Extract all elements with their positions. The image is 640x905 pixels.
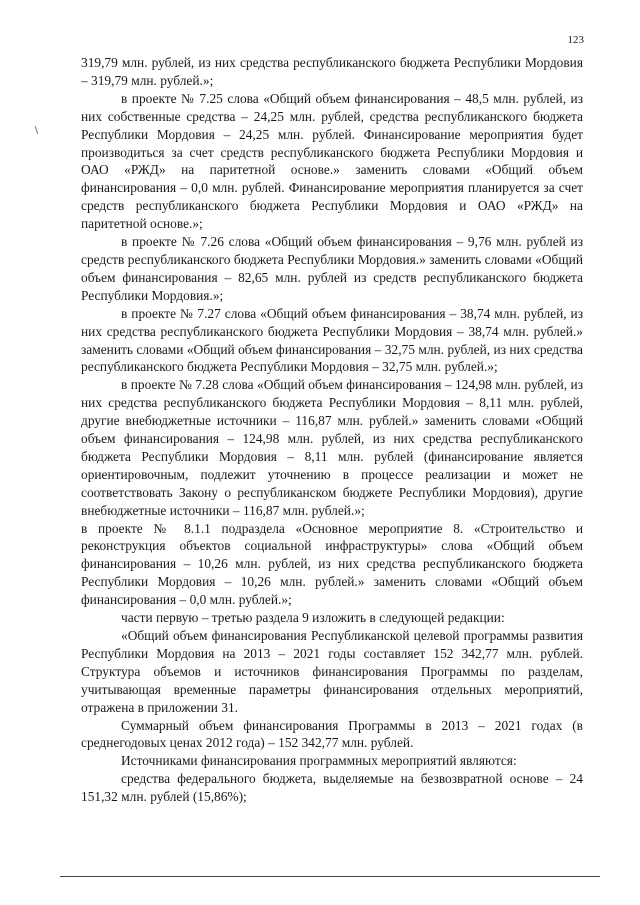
scan-mark: [35, 126, 38, 134]
document-body: [81, 54, 583, 806]
paragraph-7: части первую – третью раздела 9 изложить в следующей редакции:: [121, 610, 505, 626]
page-number: 123: [567, 34, 584, 46]
paragraph-3: в проекте № 7.26 слова «Общий объем финансирования – 9,76 млн. рублей из средств республиканского бюджета Республики Мордовия.» заменить словами «Общий объем финансирования – 82,65 млн. рублей из средств республиканского бюджета Республики Мордовия.»;: [81, 234, 583, 303]
paragraph-6: в проекте № 8.1.1 подраздела «Основное мероприятие 8. «Строительство и реконструкция объектов социальной инфраструктуры» слова «Общий объем финансирования – 10,26 млн. рублей, из них средства республиканского бюджета Республики Мордовия – 10,26 млн. рублей.» заменить словами «Общий объем финансирования – 0,0 млн. рублей.»;: [81, 520, 583, 608]
bottom-divider: [60, 876, 600, 877]
paragraph-8: «Общий объем финансирования Республиканской целевой программы развития Республики Мордовия на 2013 – 2021 годы составляет 152 342,77 млн. рублей. Структура объемов и источников финансирования Программы по разделам, учитывающая временные параметры финансирования отдельных мероприятий, отражена в приложении 31.: [81, 628, 583, 715]
paragraph-1: 319,79 млн. рублей, из них средства республиканского бюджета Республики Мордовия – 319,79 млн. рублей.»;: [81, 55, 583, 88]
paragraph-4: в проекте № 7.27 слова «Общий объем финансирования – 38,74 млн. рублей, из них средства республиканского бюджета Республики Мордовия – 38,74 млн. рублей.» заменить словами «Общий объем финансирования – 32,75 млн. рублей, из них средства республиканского бюджета Республики Мордовия – 32,75 млн. рублей.»;: [81, 305, 583, 375]
paragraph-9: Суммарный объем финансирования Программы в 2013 – 2021 годах (в среднегодовых ценах 2012 года) – 152 342,77 млн. рублей.: [81, 717, 583, 751]
paragraph-10: Источниками финансирования программных мероприятий являются:: [121, 753, 517, 769]
paragraph-5: в проекте № 7.28 слова «Общий объем финансирования – 124,98 млн. рублей, из них средства республиканского бюджета Республики Мордовия – 8,11 млн. рублей, другие внебюджетные источники – 116,87 млн. рублей.» заменить словами «Общий объем финансирования – 124,98 млн. рублей, из них средства республиканского бюджета Республики Мордовия – 8,11 млн. рублей (финансирование является ориентировочным, подлежит уточнению в процессе реализации и может не соответствовать Закону о республиканском бюджете Республики Мордовия), другие внебюджетные источники – 116,87 млн. рублей.»;: [81, 377, 583, 518]
paragraph-2: в проекте № 7.25 слова «Общий объем финансирования – 48,5 млн. рублей, из них собственные средства – 24,25 млн. рублей, средства республиканского бюджета Республики Мордовия – 24,25 млн. рублей. Финансирование мероприятия будет производиться за счет средств республиканского бюджета Республики Мордовия и ОАО «РЖД» на паритетной основе.» заменить словами «Общий объем финансирования – 0,0 млн. рублей. Финансирование мероприятия планируется за счет средств республиканского бюджета Республики Мордовия и ОАО «РЖД» на паритетной основе.»;: [81, 90, 583, 232]
paragraph-11: средства федерального бюджета, выделяемые на безвозвратной основе – 24 151,32 млн. рублей (15,86%);: [81, 771, 583, 805]
